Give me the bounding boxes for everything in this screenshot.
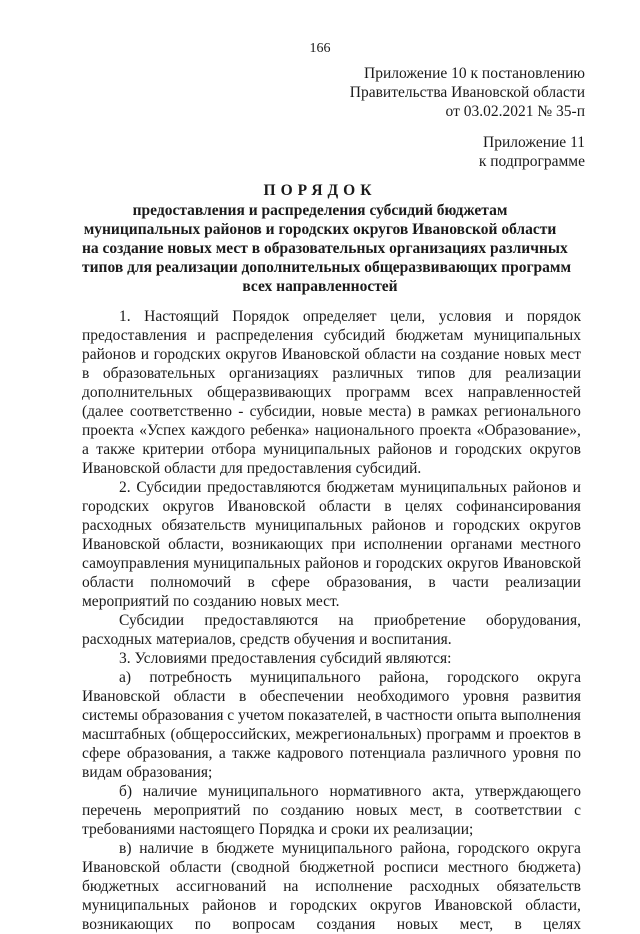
appendix-line: к подпрограмме: [478, 153, 585, 170]
body-line: а также критерии отбора муниципальных районов и городских округов: [82, 441, 581, 458]
body-line: проекта «Успех каждого ребенка» национального проекта «Образование»,: [82, 422, 581, 439]
subtitle-line: типов для реализации дополнительных общеразвивающих программ: [82, 259, 572, 276]
body-line: городских округов Ивановской области в целях софинансирования: [82, 498, 581, 515]
body-line: видам образования;: [82, 764, 213, 781]
body-line: бюджетных ассигнований на исполнение расходных обязательств: [82, 878, 581, 895]
body-line: самоуправления муниципальных районов и городских округов Ивановской: [82, 555, 581, 572]
body-line: перечень мероприятий по созданию новых мест, в соответствии с: [82, 802, 581, 819]
body-line: Субсидии предоставляются на приобретение оборудования,: [119, 612, 581, 629]
body-line: Ивановской области для предоставления субсидий.: [82, 460, 422, 477]
document-title-block: [82, 181, 572, 296]
appendix-header: [350, 64, 585, 121]
body-line: Ивановской области в обеспечении необходимого уровня развития: [82, 688, 581, 705]
body-line: б) наличие муниципального нормативного акта, утверждающего: [119, 783, 581, 800]
appendix-line: Правительства Ивановской области: [349, 84, 585, 101]
body-line: 1. Настоящий Порядок определяет цели, условия и порядок: [119, 308, 581, 325]
body-line: дополнительных общеразвивающих программ всех направленностей: [82, 384, 581, 401]
body-line: а) потребность муниципального района, городского округа: [119, 669, 581, 686]
appendix-line: Приложение 11: [483, 134, 585, 151]
body-line: (далее соответственно - субсидии, новые места) в рамках регионального: [82, 403, 581, 420]
body-line: 3. Условиями предоставления субсидий являются:: [119, 650, 452, 667]
document-body: [82, 307, 581, 934]
body-line: районов и городских округов Ивановской области на создание новых мест: [82, 346, 581, 363]
body-line: требованиями настоящего Порядка и сроки их реализации;: [82, 821, 474, 838]
body-line: системы образования с учетом показателей, в частности опыта выполнения: [82, 707, 581, 724]
body-line: 2. Субсидии предоставляются бюджетам муниципальных районов и: [119, 479, 581, 496]
body-line: мероприятий по созданию новых мест.: [82, 593, 340, 610]
subtitle-line: на создание новых мест в образовательных организациях различных: [82, 240, 568, 257]
document-title: ПОРЯДОК: [263, 182, 377, 199]
subtitle-line: всех направленностей: [242, 278, 398, 295]
body-line: в) наличие в бюджете муниципального района, городского округа: [119, 840, 581, 857]
appendix-line: от 03.02.2021 № 35-п: [445, 103, 585, 120]
body-line: сфере образования, а также кадрового потенциала различного уровня по: [82, 745, 581, 762]
body-line: возникающих по вопросам создания новых мест, в целях: [82, 916, 581, 933]
subprogram-appendix-header: [479, 133, 585, 171]
subtitle-line: муниципальных районов и городских округов Ивановской области: [83, 221, 557, 238]
page-number: 166: [309, 41, 331, 56]
body-line: муниципальных районов и городских округов Ивановской области,: [82, 897, 581, 914]
body-line: масштабных (общероссийских, межрегиональных) программ и проектов в: [82, 726, 581, 743]
body-line: предоставления и распределения субсидий бюджетам муниципальных: [82, 327, 581, 344]
body-line: расходных обязательств муниципальных районов и городских округов: [82, 517, 581, 534]
subtitle-line: предоставления и распределения субсидий бюджетам: [132, 202, 508, 219]
document-subtitle: [82, 201, 572, 296]
appendix-line: Приложение 10 к постановлению: [364, 65, 585, 82]
body-line: Ивановской области, возникающих при исполнении органами местного: [82, 536, 581, 553]
body-line: расходных материалов, средств обучения и воспитания.: [82, 631, 452, 648]
body-line: Ивановской области (сводной бюджетной росписи местного бюджета): [82, 859, 581, 876]
body-line: в образовательных организациях различных типов для реализации: [82, 365, 581, 382]
body-line: области полномочий в сфере образования, в части реализации: [82, 574, 581, 591]
